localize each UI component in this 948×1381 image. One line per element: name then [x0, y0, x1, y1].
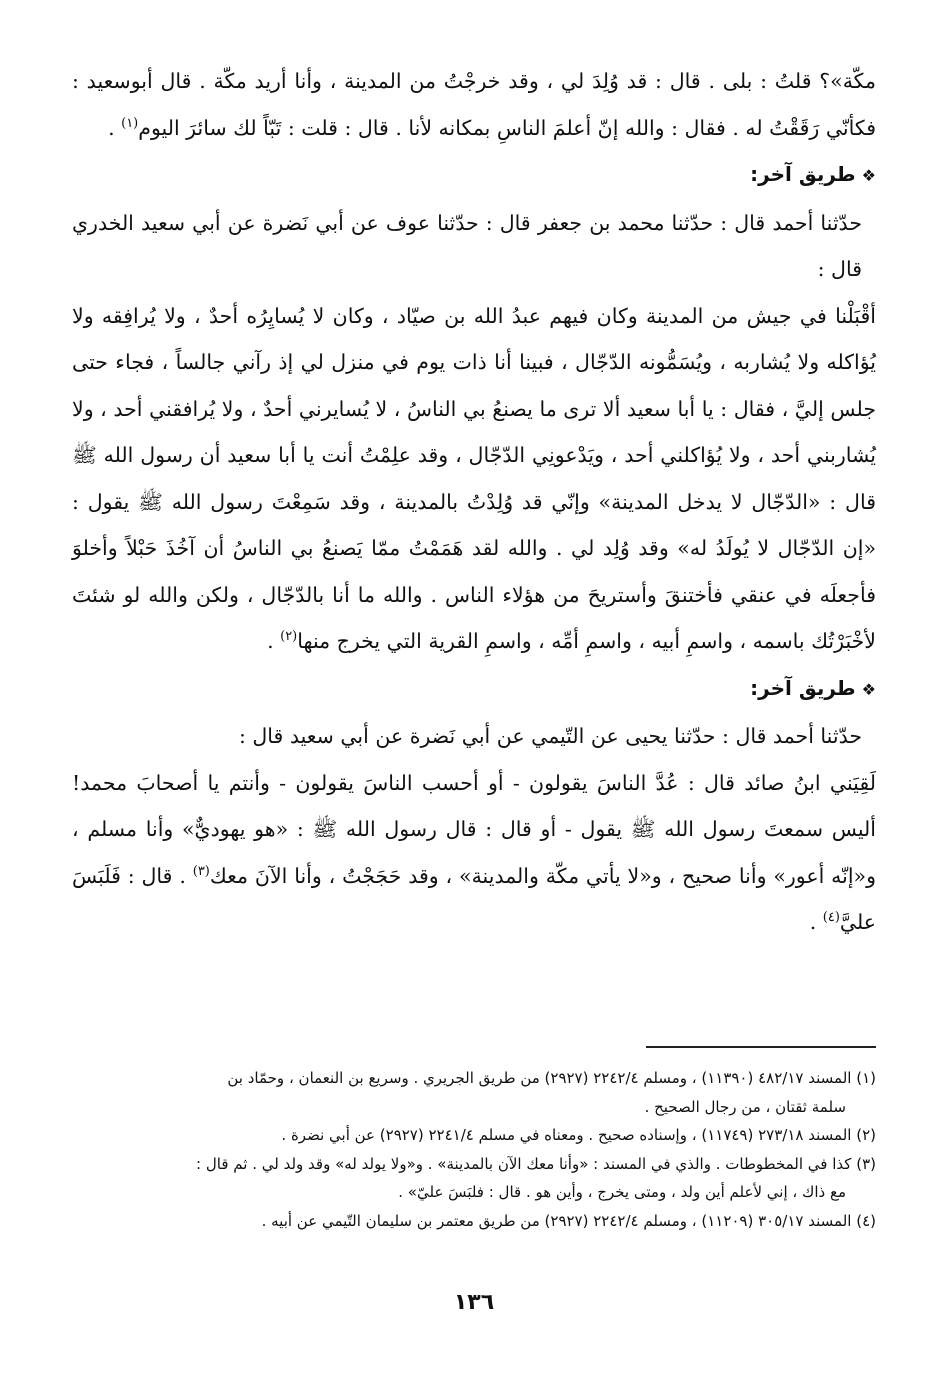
section-heading-1-text: طريق آخر:: [750, 162, 856, 186]
footnote-2: [72, 1121, 876, 1150]
footnote-1-continuation: سلمة ثقتان ، من رجال الصحيح .: [644, 1097, 846, 1116]
hadith-2-end: .: [809, 910, 823, 934]
footnote-divider: [646, 1046, 876, 1048]
section-heading-1: [72, 151, 876, 200]
footnote-ref-1[interactable]: (١): [121, 115, 139, 131]
footnote-2-number: (٢): [856, 1126, 876, 1144]
footnote-1-number: (١): [856, 1069, 876, 1087]
footnote-4-text: المسند ٣٠٥/١٧ (١١٢٠٩) ، ومسلم ٢٢٤٢/٤ (٢٩٢٧) من طريق معتمر بن سليمان التّيمي عن أبيه .: [261, 1211, 852, 1230]
footnote-ref-2[interactable]: (٢): [280, 629, 298, 645]
section-heading-2-text: طريق آخر:: [750, 675, 856, 700]
footnote-3-continuation: مع ذاك ، إني لأعلم أين ولد ، ومتى يخرج ، وأين هو . قال : فلبَسَ عليّ» .: [398, 1183, 846, 1201]
opening-end: .: [108, 115, 122, 140]
footnote-3-number: (٣): [856, 1154, 876, 1173]
footnote-1-text: المسند ٤٨٢/١٧ (١١٣٩٠) ، ومسلم ٢٢٤٢/٤ (٢٩٢٧) من طريق الجريري . وسريع بن النعمان ، وحمّاد بن: [227, 1069, 852, 1087]
isnad-2: حدّثنا أحمد قال : حدّثنا يحيى عن التّيمي عن أبي نَضرة عن أبي سعيد قال :: [238, 724, 862, 748]
footnotes: [72, 1064, 876, 1235]
hadith-2-mid: . قال : فَلَبَسَ عليَّ: [72, 863, 876, 934]
footnote-4: [72, 1207, 876, 1236]
diamond-bullet-icon: ❖: [861, 166, 876, 185]
section-heading-2: [72, 665, 876, 714]
main-text: [72, 58, 876, 946]
footnote-2-text: المسند ٢٧٣/١٨ (١١٧٤٩) ، وإسناده صحيح . ومعناه في مسلم ٢٢٤١/٤ (٢٩٢٧) عن أبي نضرة .: [281, 1126, 852, 1144]
footnote-4-number: (٤): [856, 1211, 876, 1230]
hadith-2-body: [72, 760, 876, 946]
hadith-1-text: أقْبَلْنا في جيش من المدينة وكان فيهم عبدُ الله بن صيّاد ، وكان لا يُسايِرُه أحدٌ ، ولا يُرافِقه ولا يُؤاكله ولا يُشاربه ، ويُسَمُّونه الدّجّال ، فبينا أنا ذات يوم في منزل لي إذ رآني جالساً ، فجاء حتى جلس إليَّ ، فقال : يا أبا سعيد ألا ترى ما يصنعُ بي الناسُ ، لا يُسايرني أحدٌ ، ولا يُرافقني أحد ، ولا يُشاربني أحد ، ولا يُؤاكلني أحد ، ويَدْعونِي الدّجّال ، وقد علِمْتُ أنت يا أبا سعيد أن رسول الله ﷺ قال : «الدّجّال لا يدخل المدينة» وإنّي قد وُلِدْتُ بالمدينة ، وقد سَمِعْتَ رسول الله ﷺ يقول : «إن الدّجّال لا يُولَدُ له» وقد وُلِد لي . والله لقد هَمَمْتُ ممّا يَصنعُ بي الناسُ أن آخُذَ حَبْلاً وأخلوَ فأجعلَه في عنقي فأختنقَ وأستريحَ من هؤلاء الناس . والله ما أنا بالدّجّال ، ولكن والله لو شئتَ لأخْبَرْتُك باسمه ، واسمِ أبيه ، واسمِ أمِّه ، واسمِ القرية التي يخرج منها: [72, 303, 876, 653]
opening-text: مكّة»؟ قلتُ : بلى . قال : قد وُلِدَ لي ، وقد خرجْتُ من المدينة ، وأنا أريد مكّة . قال أبوسعيد : فكأنّي رَقَقْتُ له . فقال : والله إنّ أعلمَ الناسِ بمكانه لأنا . قال : قلت : تَبّاً لك سائرَ اليوم: [72, 69, 876, 140]
hadith-2-text: لَقِيَني ابنُ صائد قال : عُدَّ الناسَ يقولون - أو أحسب الناسَ يقولون - وأنتم يا أصحابَ محمد! أليس سمعتَ رسول الله ﷺ يقول - أو قال : قال رسول الله ﷺ : «هو يهوديٌّ» وأنا مسلم ، و«إنّه أعور» وأنا صحيح ، و«لا يأتي مكّة والمدينة» ، وقد حَجَجْتُ ، وأنا الآنَ معك: [72, 770, 876, 888]
hadith-1-end: .: [267, 629, 281, 653]
hadith-1-body: [72, 293, 876, 665]
opening-paragraph: [72, 58, 876, 151]
diamond-bullet-icon: ❖: [861, 679, 876, 699]
footnote-ref-3[interactable]: (٣): [192, 863, 210, 879]
footnote-ref-4[interactable]: (٤): [822, 910, 840, 926]
page-number: ١٣٦: [453, 1290, 495, 1315]
footnote-3: [72, 1150, 876, 1179]
footnote-3-text: كذا في المخطوطات . والذي في المسند : «وأنا معك الآن بالمدينة» . و«ولا يولد له» وقد ولد لي . ثم قال :: [196, 1154, 852, 1173]
isnad-1: حدّثنا أحمد قال : حدّثنا محمد بن جعفر قال : حدّثنا عوف عن أبي نَضرة عن أبي سعيد الخدري قال :: [72, 210, 862, 281]
footnote-1: [72, 1064, 876, 1093]
